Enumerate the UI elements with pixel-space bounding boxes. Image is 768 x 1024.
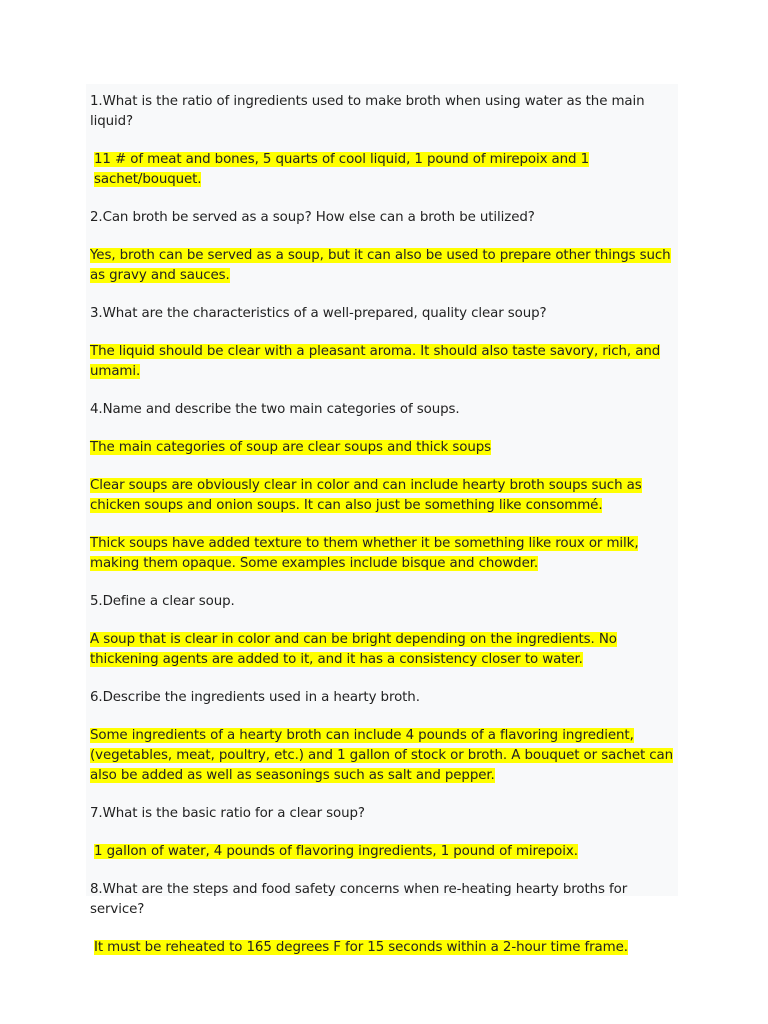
answer-highlight: Clear soups are obviously clear in color and can include hearty broth soups such as chicken soups and onion soups. It can also just be something like consommé. [90, 478, 642, 513]
answer-highlight: A soup that is clear in color and can be bright depending on the ingredients. No thickening agents are added to it, and it has a consistency closer to water. [90, 632, 617, 667]
question-4: 4.Name and describe the two main categories of soups. [90, 402, 460, 417]
answer-highlight: 11 # of meat and bones, 5 quarts of cool liquid, 1 pound of mirepoix and 1 sachet/bouquet. [94, 152, 590, 187]
answer-4b [90, 476, 678, 516]
answer-4a [90, 438, 678, 458]
answer-1 [90, 150, 678, 190]
answer-3 [90, 342, 678, 382]
question-8: 8.What are the steps and food safety concerns when re-heating hearty broths for service? [90, 882, 628, 917]
answer-highlight: Thick soups have added texture to them whether it be something like roux or milk, making them opaque. Some examples include bisque and chowder. [90, 536, 639, 571]
answer-highlight: Yes, broth can be served as a soup, but it can also be used to prepare other things such as gravy and sauces. [90, 248, 671, 283]
answer-highlight: The liquid should be clear with a pleasant aroma. It should also taste savory, rich, and umami. [90, 344, 661, 379]
answer-6 [90, 726, 678, 786]
answer-4c [90, 534, 678, 574]
answer-highlight: Some ingredients of a hearty broth can include 4 pounds of a flavoring ingredient, (vegetables, meat, poultry, etc.) and 1 gallon of stock or broth. A bouquet or sachet can also be added as well as seasonings such as salt and pepper. [90, 728, 674, 783]
question-6: 6.Describe the ingredients used in a hearty broth. [90, 690, 420, 705]
answer-2 [90, 246, 678, 286]
document-content [90, 92, 678, 976]
answer-5 [90, 630, 678, 670]
answer-7 [90, 842, 678, 862]
question-7: 7.What is the basic ratio for a clear soup? [90, 806, 365, 821]
question-3: 3.What are the characteristics of a well-prepared, quality clear soup? [90, 306, 547, 321]
question-1: 1.What is the ratio of ingredients used to make broth when using water as the main liquid? [90, 94, 645, 129]
answer-highlight: It must be reheated to 165 degrees F for 15 seconds within a 2-hour time frame. [94, 940, 628, 955]
answer-highlight: The main categories of soup are clear soups and thick soups [90, 440, 491, 455]
question-2: 2.Can broth be served as a soup? How else can a broth be utilized? [90, 210, 535, 225]
answer-highlight: 1 gallon of water, 4 pounds of flavoring ingredients, 1 pound of mirepoix. [94, 844, 578, 859]
question-5: 5.Define a clear soup. [90, 594, 235, 609]
answer-8 [90, 938, 678, 958]
